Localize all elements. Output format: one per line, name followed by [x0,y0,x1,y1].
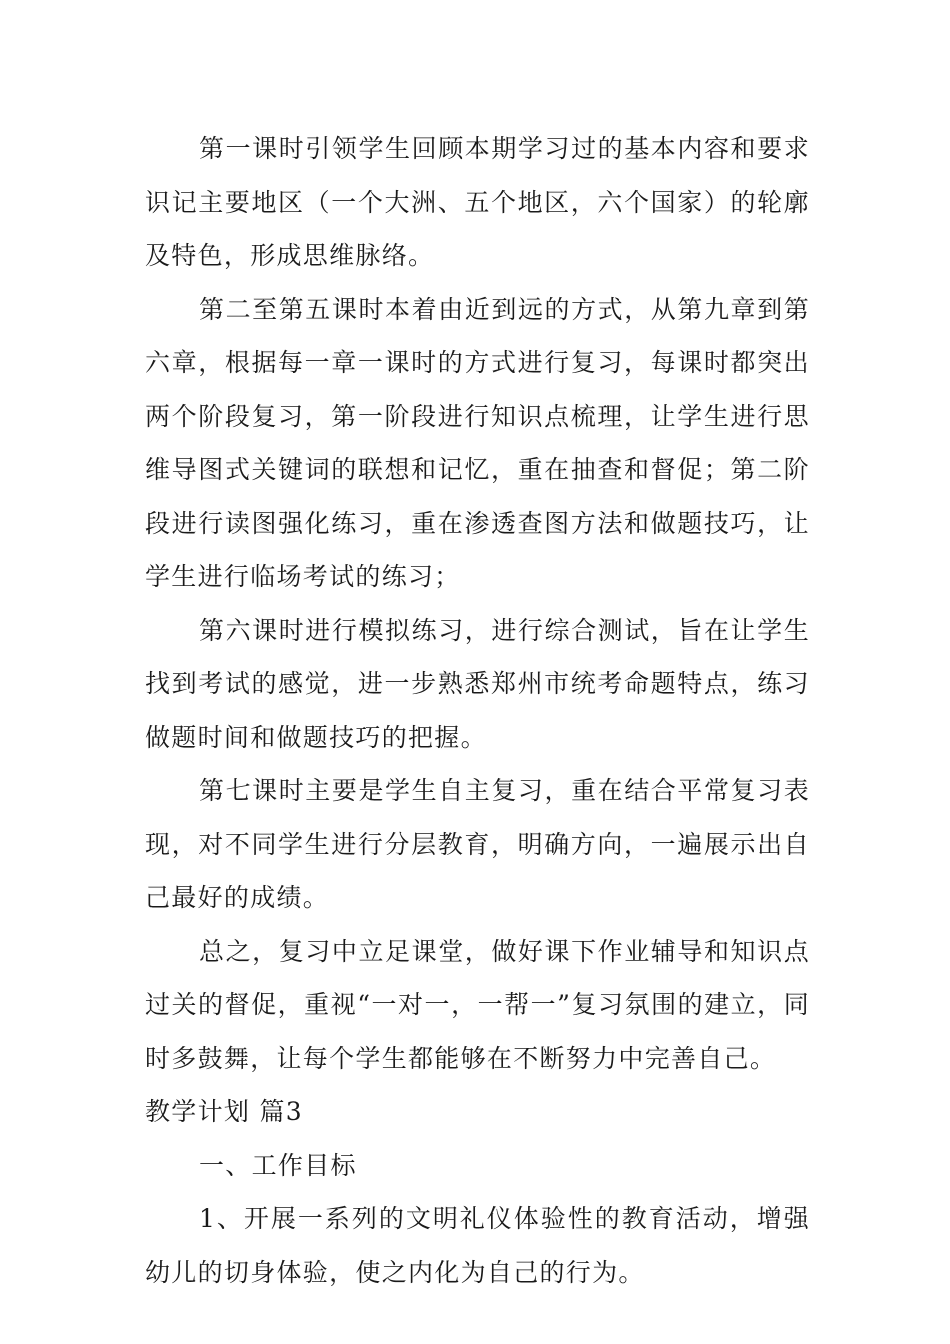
paragraph-lessons-2-5: 第二至第五课时本着由近到远的方式，从第九章到第六章，根据每一章一课时的方式进行复习，每课时都突出两个阶段复习，第一阶段进行知识点梳理，让学生进行思维导图式关键词的联想和记忆，重在抽查和督促；第二阶段进行读图强化练习，重在渗透查图方法和做题技巧，让学生进行临场考试的练习； [145,294,810,591]
section-heading: 教学计划 篇3 [145,1097,303,1126]
document-body [145,122,810,1299]
paragraph-lesson-1: 第一课时引领学生回顾本期学习过的基本内容和要求识记主要地区（一个大洲、五个地区，六个国家）的轮廓及特色，形成思维脉络。 [145,134,810,270]
paragraph-lesson-7: 第七课时主要是学生自主复习，重在结合平常复习表现，对不同学生进行分层教育，明确方向，一遍展示出自己最好的成绩。 [145,776,810,912]
paragraph-goal-1: 1、开展一系列的文明礼仪体验性的教育活动，增强幼儿的切身体验，使之内化为自己的行为。 [145,1204,810,1287]
paragraph-lesson-6: 第六课时进行模拟练习，进行综合测试，旨在让学生找到考试的感觉，进一步熟悉郑州市统考命题特点，练习做题时间和做题技巧的把握。 [145,615,810,752]
paragraph-summary: 总之，复习中立足课堂，做好课下作业辅导和知识点过关的督促，重视“一对一，一帮一”复习氛围的建立，同时多鼓舞，让每个学生都能够在不断努力中完善自己。 [145,936,810,1073]
sub-heading-work-goals: 一、工作目标 [199,1150,357,1180]
